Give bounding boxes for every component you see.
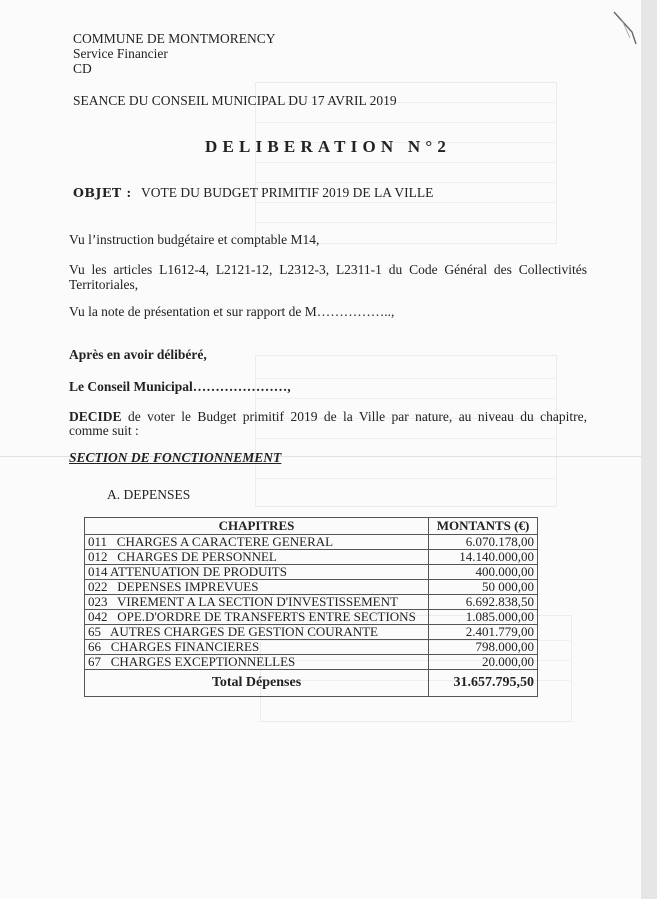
chapitre-cell: 012 CHARGES DE PERSONNEL [85, 550, 429, 565]
author-initials: CD [73, 61, 92, 76]
bleed-through-line [255, 182, 555, 183]
table-row [85, 640, 538, 655]
total-label: Total Dépenses [85, 670, 429, 697]
bleed-through-line [255, 398, 555, 399]
bleed-through-line [255, 162, 555, 163]
table-header-row [85, 518, 538, 535]
table-row [85, 550, 538, 565]
section-title: SECTION DE FONCTIONNEMENT [69, 450, 282, 465]
chapitre-cell: 67 CHARGES EXCEPTIONNELLES [85, 655, 429, 670]
table-row [85, 580, 538, 595]
subsection-title: A. DEPENSES [107, 487, 191, 502]
objet-label: OBJET : [73, 185, 132, 200]
table-row [85, 565, 538, 580]
scan-edge [641, 0, 657, 899]
chapitre-cell: 042 OPE.D'ORDRE DE TRANSFERTS ENTRE SECTIONS [85, 610, 429, 625]
bleed-through-line [255, 438, 555, 439]
chapitre-cell: 022 DEPENSES IMPREVUES [85, 580, 429, 595]
montant-cell: 14.140.000,00 [429, 550, 538, 565]
table-row [85, 610, 538, 625]
objet-line [73, 185, 433, 201]
apres-deliberation: Après en avoir délibéré, [69, 347, 207, 362]
total-value: 31.657.795,50 [429, 670, 538, 697]
visa-instruction: Vu l’instruction budgétaire et comptable M14, [69, 232, 320, 247]
table-row [85, 655, 538, 670]
visa-rapport: Vu la note de présentation et sur rapport de M…………….., [69, 304, 395, 319]
page-title: DELIBERATION N°2 [205, 137, 452, 156]
visa-articles-line1: Vu les articles L1612-4, L2121-12, L2312-3, L2311-1 du Code Général des Collectivités [69, 262, 587, 277]
service-name: Service Financier [73, 46, 168, 61]
decide-line1 [69, 410, 587, 424]
chapitre-cell: 011 CHARGES A CARACTERE GENERAL [85, 535, 429, 550]
conseil-municipal: Le Conseil Municipal…………………, [69, 379, 291, 394]
budget-table [84, 517, 538, 697]
decide-line2: comme suit : [69, 423, 139, 438]
visa-articles-line2: Territoriales, [69, 277, 139, 292]
bleed-through-line [255, 122, 555, 123]
montant-cell: 50 000,00 [429, 580, 538, 595]
decide-keyword: DECIDE [69, 409, 122, 424]
column-header-montants: MONTANTS (€) [429, 518, 538, 535]
table-row [85, 625, 538, 640]
bleed-through-line [255, 378, 555, 379]
montant-cell: 1.085.000,00 [429, 610, 538, 625]
pen-mark-icon [612, 8, 640, 48]
montant-cell: 6.070.178,00 [429, 535, 538, 550]
column-header-chapitres: CHAPITRES [85, 518, 429, 535]
montant-cell: 400.000,00 [429, 565, 538, 580]
table-row [85, 535, 538, 550]
chapitre-cell: 014 ATTENUATION DE PRODUITS [85, 565, 429, 580]
montant-cell: 6.692.838,50 [429, 595, 538, 610]
chapitre-cell: 023 VIREMENT A LA SECTION D'INVESTISSEMENT [85, 595, 429, 610]
table-total-row [85, 670, 538, 697]
montant-cell: 20.000,00 [429, 655, 538, 670]
seance-line: SEANCE DU CONSEIL MUNICIPAL DU 17 AVRIL 2019 [73, 93, 397, 108]
chapitre-cell: 66 CHARGES FINANCIERES [85, 640, 429, 655]
bleed-through-line [255, 222, 555, 223]
chapitre-cell: 65 AUTRES CHARGES DE GESTION COURANTE [85, 625, 429, 640]
commune-name: COMMUNE DE MONTMORENCY [73, 31, 276, 46]
decide-text: de voter le Budget primitif 2019 de la Ville par nature, au niveau du chapitre, [127, 409, 588, 424]
bleed-through-line [255, 202, 555, 203]
montant-cell: 798.000,00 [429, 640, 538, 655]
montant-cell: 2.401.779,00 [429, 625, 538, 640]
table-row [85, 595, 538, 610]
bleed-through-line [255, 478, 555, 479]
objet-text: VOTE DU BUDGET PRIMITIF 2019 DE LA VILLE [141, 185, 434, 200]
